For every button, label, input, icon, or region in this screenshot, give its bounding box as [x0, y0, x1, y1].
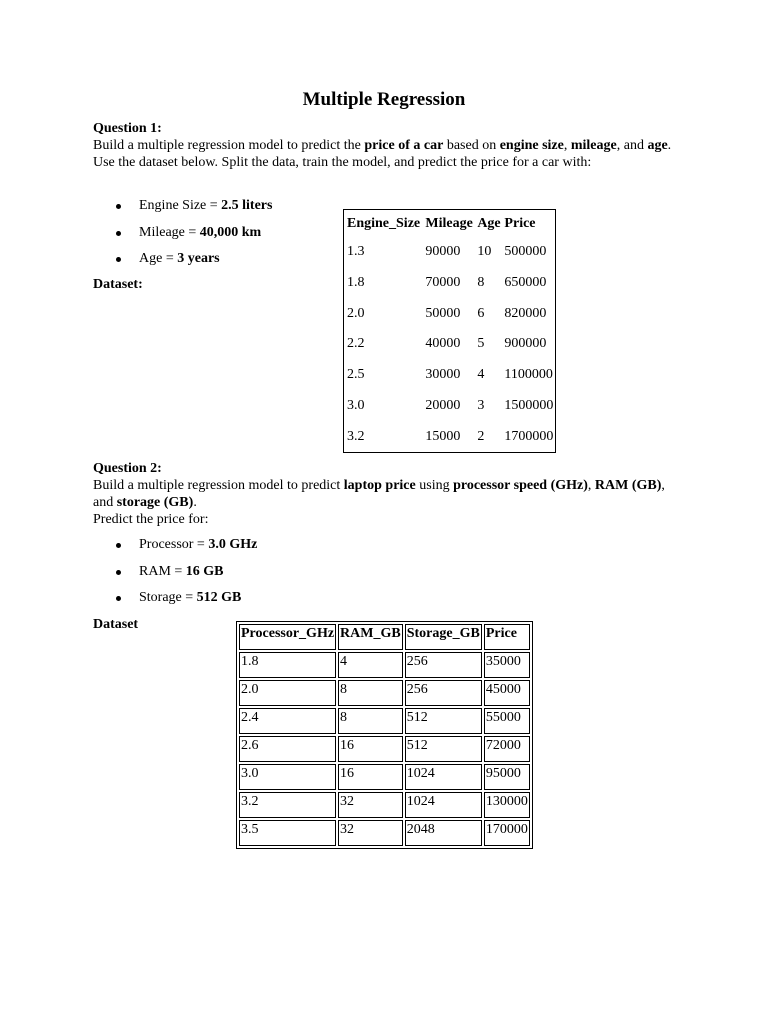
- question-2-text: Build a multiple regression model to predict laptop price using processor speed (GHz), RAM (GB), and storage (GB).: [93, 478, 665, 510]
- table-cell: 3.0: [239, 764, 336, 790]
- table-cell: 20000: [425, 398, 461, 414]
- list-item: Mileage = 40,000 km: [93, 224, 272, 251]
- table-cell: 15000: [425, 429, 461, 445]
- table-cell: 45000: [484, 680, 530, 706]
- table-cell: 900000: [504, 336, 547, 352]
- page-title: Multiple Regression: [302, 89, 466, 110]
- table-row: [344, 329, 556, 360]
- column-header: Age: [477, 215, 501, 231]
- table-cell: 1700000: [504, 429, 554, 445]
- table-cell: 650000: [504, 274, 547, 290]
- table-cell: 256: [405, 680, 482, 706]
- table-row: [239, 652, 530, 678]
- table-cell: 3.0: [347, 398, 365, 414]
- dataset-label: Dataset:: [93, 277, 143, 292]
- column-header: Mileage: [425, 215, 473, 231]
- table-cell: 3.2: [347, 429, 365, 445]
- table-row: [344, 421, 556, 452]
- table-cell: 2.0: [239, 680, 336, 706]
- table-cell: 16: [338, 736, 403, 762]
- table-cell: 16: [338, 764, 403, 790]
- table-cell: 4: [477, 367, 485, 383]
- table-cell: 512: [405, 708, 482, 734]
- table-cell: 2.6: [239, 736, 336, 762]
- table-cell: 500000: [504, 243, 547, 259]
- question-2-heading: Question 2:: [93, 461, 162, 476]
- table-cell: 256: [405, 652, 482, 678]
- table-cell: 1500000: [504, 398, 554, 414]
- table-row: [344, 298, 556, 329]
- question-2-inputs-list: [93, 536, 257, 616]
- table-cell: 512: [405, 736, 482, 762]
- table-cell: 70000: [425, 274, 461, 290]
- table-cell: 50000: [425, 305, 461, 321]
- question-1-text: Build a multiple regression model to predict the price of a car based on engine size, mileage, and age.: [93, 138, 672, 153]
- table-row: [344, 390, 556, 421]
- table-cell: 2.2: [347, 336, 365, 352]
- column-header: RAM_GB: [338, 624, 403, 650]
- table-cell: 30000: [425, 367, 461, 383]
- column-header: Storage_GB: [405, 624, 482, 650]
- table-cell: 72000: [484, 736, 530, 762]
- table-cell: 8: [338, 708, 403, 734]
- table-cell: 8: [338, 680, 403, 706]
- table-cell: 5: [477, 336, 485, 352]
- table-cell: 2.0: [347, 305, 365, 321]
- table-cell: 2.4: [239, 708, 336, 734]
- column-header: Price: [484, 624, 530, 650]
- table-cell: 1100000: [504, 367, 553, 383]
- table-cell: 820000: [504, 305, 547, 321]
- table-cell: 1.8: [239, 652, 336, 678]
- table-cell: 1.8: [347, 274, 365, 290]
- question-1: [93, 120, 683, 171]
- question-2: [93, 460, 683, 528]
- table-cell: 32: [338, 792, 403, 818]
- table-row: [239, 792, 530, 818]
- table-cell: 32: [338, 820, 403, 846]
- table-row: [239, 820, 530, 846]
- table-cell: 10: [477, 243, 492, 259]
- table-header-row: [344, 210, 556, 237]
- table-row: [239, 708, 530, 734]
- list-item: RAM = 16 GB: [93, 563, 257, 590]
- table-row: [344, 267, 556, 298]
- table-row: [239, 764, 530, 790]
- table-cell: 6: [477, 305, 485, 321]
- table-cell: 8: [477, 274, 485, 290]
- table-cell: 2.5: [347, 367, 365, 383]
- table-row: [239, 736, 530, 762]
- table-row: [344, 359, 556, 390]
- column-header: Processor_GHz: [239, 624, 336, 650]
- table-cell: 3.5: [239, 820, 336, 846]
- table-cell: 1.3: [347, 243, 365, 259]
- table-row: [239, 680, 530, 706]
- table-cell: 170000: [484, 820, 530, 846]
- table-cell: 4: [338, 652, 403, 678]
- list-item: Age = 3 years: [93, 250, 272, 277]
- table-cell: 3: [477, 398, 485, 414]
- question-1-heading: Question 1:: [93, 121, 162, 136]
- table-cell: 35000: [484, 652, 530, 678]
- table-cell: 90000: [425, 243, 461, 259]
- table-cell: 3.2: [239, 792, 336, 818]
- table-cell: 130000: [484, 792, 530, 818]
- table-cell: 2048: [405, 820, 482, 846]
- column-header: Engine_Size: [347, 215, 421, 231]
- laptop-dataset-table: [236, 621, 533, 849]
- table-cell: 1024: [405, 764, 482, 790]
- question-2-instruction: Predict the price for:: [93, 512, 209, 527]
- list-item: Storage = 512 GB: [93, 589, 257, 616]
- table-cell: 55000: [484, 708, 530, 734]
- table-cell: 2: [477, 429, 485, 445]
- table-row: [344, 236, 556, 267]
- table-cell: 40000: [425, 336, 461, 352]
- question-1-instruction: Use the dataset below. Split the data, train the model, and predict the price for a car with:: [93, 155, 592, 170]
- dataset-label: Dataset: [93, 617, 139, 632]
- table-cell: 1024: [405, 792, 482, 818]
- list-item: Processor = 3.0 GHz: [93, 536, 257, 563]
- table-header-row: [239, 624, 530, 650]
- column-header: Price: [504, 215, 536, 231]
- question-1-inputs-list: [93, 197, 272, 277]
- table-cell: 95000: [484, 764, 530, 790]
- list-item: Engine Size = 2.5 liters: [93, 197, 272, 224]
- car-dataset-table: [343, 209, 556, 453]
